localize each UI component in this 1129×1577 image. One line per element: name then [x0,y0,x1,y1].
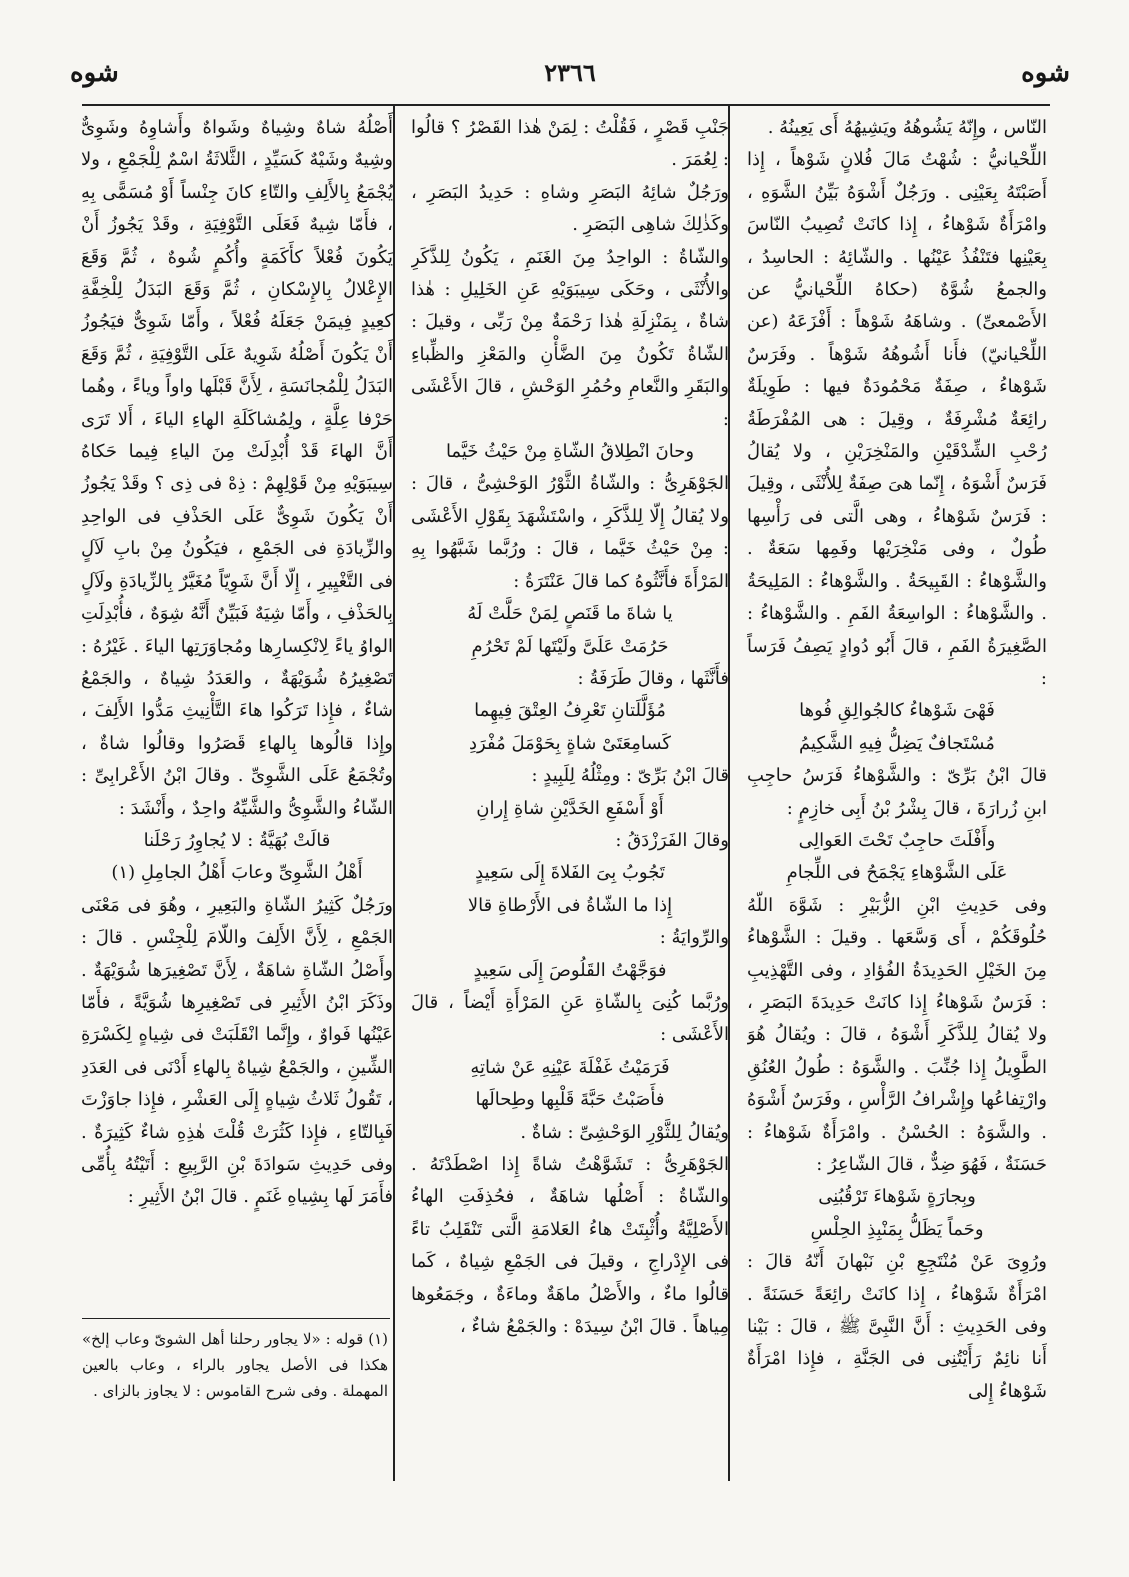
paragraph: ورُوِىَ عَنْ مُنْتَجِعِ بْنِ نَبْهانَ أَنّهُ قالَ : امْرَأَةٌ شَوْهاءُ ، إِذا كانَتْ رائِعَةً حَسَنَةً . وفى الحَدِيثِ : أَنَّ النَّبِىَّ ﷺ ، قالَ : بَيْنا أَنا نائِمٌ رَأَيْتُنِى فى الجَنَّةِ ، فإِذا امْرَأَةٌ شَوْهاءُ إِلى [747,1251,1047,1402]
paragraph: أَصْلُهُ شاهٌ وشِياهٌ وشَواهٌ وأَشاوِهُ وشَوِىٌّ وشِيهٌ وشَيْهٌ كَسَيِّدٍ ، الثَّلاثَةُ اسْمٌ لِلْجَمْعِ ، ولا يُجْمَعُ بِالأَلِفِ والتّاءِ كانَ جِنْساً أَوْ مُسَمًّى بِهِ ، فأَمّا شِيهٌ فَعَلَى التَّوْفِيَةِ ، وقَدْ يَجُوزُ أَنْ يَكُونَ فُعْلاً كأَكَمَةٍ وأُكُمٍ شُوهٌ ، ثُمَّ وَقَعَ الإِعْلالُ بِالإِسْكانِ ، ثُمَّ وَقَعَ البَدَلُ لِلْخِفَّةِ كعِيدٍ فِيمَنْ جَعَلَهُ فُعْلاً ، وأَمّا شَوِىٌّ فيَجُوزُ أَنْ يَكُونَ أَصْلُهُ شَوِيهٌ عَلَى التَّوْفِيَةِ ، ثُمَّ وَقَعَ البَدَلُ لِلْمُجانَسَةِ ، لِأَنَّ قَبْلَها واواً وياءً ، وهُما حَرْفا عِلَّةٍ ، ولِمُشاكَلَةِ الهاءِ الياءَ ، أَلا تَرَى أَنَّ الهاءَ قَدْ أُبْدِلَتْ مِنَ الياءِ فِيما حَكاهُ سِيبَوَيْهِ مِنْ قَوْلِهِمْ : ذِهْ فى ذِى ؟ وقَدْ يَجُوزُ أَنْ يَكُونَ شَوِىٌّ عَلَى الحَذْفِ فى الواحِدِ والزِّيادَةِ فى الجَمْعِ ، فيَكُونُ مِنْ بابِ لَآلٍ فى التَّغْيِيرِ ، إِلّا أَنَّ شَوِيّاً مُغَيَّرٌ بِالزِّيادَةِ ولَآلٍ بِالحَذْفِ ، وأَمّا شِيَهٌ فَبَيِّنٌ أَنَّهُ شِوَهٌ ، فأُبْدِلَتِ الواوُ ياءً لِانْكِسارِها ومُجاوَرَتِها الياءَ . غَيْرُهُ : تَصْغِيرُهُ شُوَيْهَةٌ ، والعَدَدُ شِياهٌ ، والجَمْعُ شاءٌ ، فإِذا تَرَكُوا هاءَ التَّأْنِيثِ مَدُّوا الأَلِفَ ، وإِذا قالُوها بِالهاءِ قَصَرُوا وقالُوا شاةٌ ، وتُجْمَعُ عَلَى الشَّوِىِّ . وقالَ ابْنُ الأَعْرابِىِّ : الشّاءُ والشَّوِىُّ والشَّيِّهُ واحِدٌ ، وأَنْشَدَ : [81,117,393,819]
paragraph: والرِّوايَةُ : [659,927,729,949]
paragraph: ورُبَّما كُنِىَ بِالشّاةِ عَنِ المَرْأَةِ أَيْضاً ، قالَ الأَعْشَى : [411,991,729,1046]
verse-line: كَسامِعَتَىْ شاةٍ بِحَوْمَلَ مُفْرَدِ [469,732,671,754]
header-rule [82,104,1050,106]
verse-line: فَرَمَيْتُ غَفْلَةَ عَيْنِهِ عَنْ شاتِهِ [470,1056,670,1078]
paragraph: وقالَ الفَرَزْدَقُ : [615,829,729,851]
verse-line: وبِجارَةٍ شَوْهاءَ تَرْقُبُنِى [818,1186,976,1208]
header-root-left: شوه [70,58,119,88]
paragraph: جَنْبِ قَصْرٍ ، فَقُلْتُ : لِمَنْ هٰذا القَصْرُ ؟ قالُوا : لِعُمَرَ . [411,117,729,171]
page-header [70,58,1070,98]
verse-line: وأَفْلَتَ حاجِبٌ تَحْتَ العَوالِى [798,829,996,851]
verse-line: وحانَ انْطِلاقُ الشّاةِ مِنْ حَيْثُ خَيَّما [445,441,695,463]
verse-line: فَهْىَ شَوْهاءُ كالجُوالِقِ فُوها [799,700,995,722]
column-right [747,112,1047,1472]
paragraph: الجَوْهَرِىُّ : تَشَوَّهْتُ شاةً إِذا اصْطَدْتَهُ . والشّاةُ : أَصْلُها شاهَةٌ ، فحُذِفَتِ الهاءُ الأَصْلِيَّةُ وأُثْبِتَتْ هاءُ العَلامَةِ الَّتى تَنْقَلِبُ تاءً فى الإِدْراجِ ، وقيلَ فى الجَمْعِ شِياهٌ ، كَما قالُوا ماءٌ ، والأَصْلُ ماهَةٌ وماءَةٌ ، وجَمَعُوها مِياهاً . قالَ ابْنُ سِيدَهْ : والجَمْعُ شاءٌ ، [411,1154,729,1338]
paragraph: ويُقالُ لِلثَّوْرِ الوَحْشِىِّ : شاةٌ . [520,1121,729,1143]
verse-line: فأَصَبْتُ حَبَّةَ قَلْبِها وطِحالَها [475,1089,665,1111]
paragraph: وفى حَدِيثِ ابْنِ الزُّبَيْرِ : شَوَّهَ اللّهُ حُلُوقَكُمْ ، أَى وَسَّعَها . وقيلَ : الشَّوْهاءُ مِنَ الخَيْلِ الحَدِيدَةُ الفُؤادِ ، وفى التَّهْذِيبِ : فَرَسٌ شَوْهاءُ إِذا كانَتْ حَدِيدَةَ البَصَرِ ، ولا يُقالُ لِلذَّكَرِ أَشْوَهُ ، قالَ : ويُقالُ هُوَ الطَّوِيلُ إِذا جُنِّبَ . والشَّوَهُ : طُولُ العُنُقِ وارْتِفاعُها وإِشْرافُ الرَّأْسِ ، وفَرَسٌ أَشْوَهُ . والشَّوَهُ : الحُسْنُ . وامْرَأَةٌ شَوْهاءُ : حَسَنَةٌ ، فَهُوَ ضِدٌّ ، قالَ الشّاعِرُ : [747,894,1047,1175]
paragraph: فأَنَّثَها ، وقالَ طَرَفَةُ : [577,667,729,689]
verse-line: أَهْلُ الشَّوِىِّ وعابَ أَهْلُ الجامِلِ (١) [111,862,363,884]
verse-line: تَجُوبُ بِىَ الفَلاةَ إِلَى سَعِيدٍ [475,862,665,884]
verse-line: مُؤَلَّلَتانِ تَعْرِفُ العِتْقَ فِيهِما [474,700,666,722]
page-number: ٢٣٦٦ [544,58,596,87]
verse-line: أَوْ أَسْفَعِ الخَدَّيْنِ شاةِ إِرانِ [476,797,664,819]
paragraph: الجَوْهَرِىُّ : والشّاةُ الثَّوْرُ الوَحْشِىُّ ، قالَ : ولا يُقالُ إِلّا لِلذَّكَرِ ، واسْتَشْهَدَ بِقَوْلِ الأَعْشَى : مِنْ حَيْثُ خَيَّما ، قالَ : ورُبَّما شَبَّهُوا بِهِ المَرْأَةَ فأَنَّثُوهُ كما قالَ عَنْتَرَةُ : [411,473,729,592]
verse-line: فوَجَّهْتُ القَلُوصَ إِلَى سَعِيدٍ [473,959,667,981]
header-root-right: شوه [1021,58,1070,88]
column-middle [411,112,729,1472]
verse-line: إِذا ما الشّاةُ فى الأَرْطاةِ قالا [467,894,673,916]
paragraph: قالَ ابْنُ بَرِّىّ : والشَّوْهاءُ فَرَسُ حاجِبِ ابنِ زُرارَةَ ، قالَ بِشْرُ بْنُ أَبِى خازِمٍ : [747,765,1047,819]
paragraph: ورَجُلٌ كَثِيرُ الشّاةِ والبَعِيرِ ، وهُوَ فى مَعْنَى الجَمْعِ ، لِأَنَّ الأَلِفَ واللّامَ لِلْجِنْسِ . قالَ : وأَصْلُ الشّاةِ شاهَةٌ ، لِأَنَّ تَصْغِيرَها شُوَيْهَةٌ . وذَكَرَ ابْنُ الأَثِيرِ فى تَصْغِيرِها شُوَيَّةً ، فأَمّا عَيْنُها فَواوٌ ، وإِنَّما انْقَلَبَتْ فى شِياهٍ لِكَسْرَةِ الشِّينِ ، والجَمْعُ شِياهٌ بِالهاءِ أَدْنَى فى العَدَدِ ، تَقُولُ ثَلاثُ شِياهٍ إِلَى العَشْرِ ، فإِذا جاوَزْتَ فَبِالتّاءِ ، فإِذا كَثُرَتْ قُلْتَ هٰذِهِ شاءٌ كَثِيرَةٌ . وفى حَدِيثِ سَوادَةَ بْنِ الرَّبِيعِ : أَتَيْتُهُ بِأُمِّى فأَمَرَ لَها بِشِياهِ غَنَمٍ . قالَ ابْنُ الأَثِيرِ : [81,894,393,1208]
column-left [81,112,393,1310]
paragraph: والشّاةُ : الواحِدُ مِنَ الغَنَمِ ، يَكُونُ لِلذَّكَرِ والأُنْثَى ، وحَكَى سِيبَوَيْهِ عَنِ الخَلِيلِ : هٰذا شاةٌ ، بِمَنْزِلَةِ هٰذا رَحْمَةٌ مِنْ رَبِّى ، وقيلَ : الشّاةُ تَكُونُ مِنَ الضَّأْنِ والمَعْزِ والظِّباءِ والبَقَرِ والنَّعامِ وحُمُرِ الوَحْشِ ، قالَ الأَعْشَى : [411,246,729,430]
verse-line: قالَتْ بُهَيَّةُ : لا يُجاوِرُ رَحْلَنا [143,829,331,851]
paragraph: ورَجُلٌ شائِهُ البَصَرِ وشاهِ : حَدِيدُ البَصَرِ ، وكَذٰلِكَ شاهِى البَصَرِ . [411,181,729,236]
footnote-rule [82,1318,390,1319]
paragraph: قالَ ابْنُ بَرِّىّ : ومِثْلُهُ لِلَبِيدٍ : [531,765,729,787]
verse-line: وحَماً يَظَلُّ بِمَنْبِذِ الحِلْسِ [810,1218,984,1240]
verse-line: يا شاةَ ما قَنَصٍ لِمَنْ حَلَّتْ لَهُ [467,603,673,625]
verse-line: مُسْتَجافٌ يَضِلُّ فِيهِ الشَّكِيمُ [799,732,995,754]
column-divider [393,106,395,1481]
verse-line: حَرُمَتْ عَلَىَّ ولَيْتَها لَمْ تَحْرُمِ [471,635,669,657]
paragraph: اللِّحْيانيُّ : شُهْتُ مَالَ فُلانٍ شَوْهاً ، إِذا أَصَبْتَهُ بِعَيْنِى . ورَجُلٌ أَشْوَهُ بَيِّنُ الشَّوَهِ ، وامْرَأَةٌ شَوْهاءُ ، إِذا كانَتْ تُصِيبُ النّاسَ بِعَيْنِها فتَنْفُذُ عَيْنُها . والشّائِهُ : الحاسِدُ ، والجمعُ شُوَّهٌ (حكاهُ اللِّحْيانيُّ عن الأَصْمعىِّ) . وشاهَهُ شَوْهاً : أَفْزَعَهُ (عن اللِّحْيانيّ) فأَنا أَشُوهُهُ شَوْهاً . وفَرَسٌ شَوْهاءُ ، صِفَةٌ مَحْمُودَةٌ فيها : طَوِيلَةٌ رائِعَةٌ مُشْرِفَةٌ ، وقِيلَ : هى المُفْرَطَةُ رُحْبِ الشِّدْقَيْنِ والمَنْخِرَيْنِ ، ولا يُقالُ فَرَسٌ أَشْوَهُ ، إِنّما هىَ صِفَةٌ لِلأُنْثَى ، وقِيلَ : فَرَسٌ شَوْهاءُ ، وهى الَّتى فى رَأْسِها طُولٌ ، وفى مَنْخِرَيْها وفَمِها سَعَةٌ . والشَّوْهاءُ : القَبِيحَةُ . والشَّوْهاءُ : المَلِيحَةُ . والشَّوْهاءُ : الواسِعَةُ الفَمِ . والشَّوْهاءُ : الصَّغِيرَةُ الفَمِ ، قالَ أَبُو دُوادٍ يَصِفُ فَرَساً : [747,149,1047,689]
verse-line: عَلَى الشَّوْهاءِ يَجْمَحُ فى اللِّجامِ [786,862,1008,884]
paragraph: النّاس ، وإِنّهُ يَشُوهُهُ ويَشِيهُهُ أَى يَعِينُهُ . [767,117,1047,138]
footnote: (١) قوله : «لا يجاور رحلنا أهل الشوىّ وعاب إلخ» هكذا فى الأصل يجاور بالراء ، وعاب بالعين المهملة . وفى شرح القاموس : لا يجاوز بالزاى . [82,1330,388,1400]
